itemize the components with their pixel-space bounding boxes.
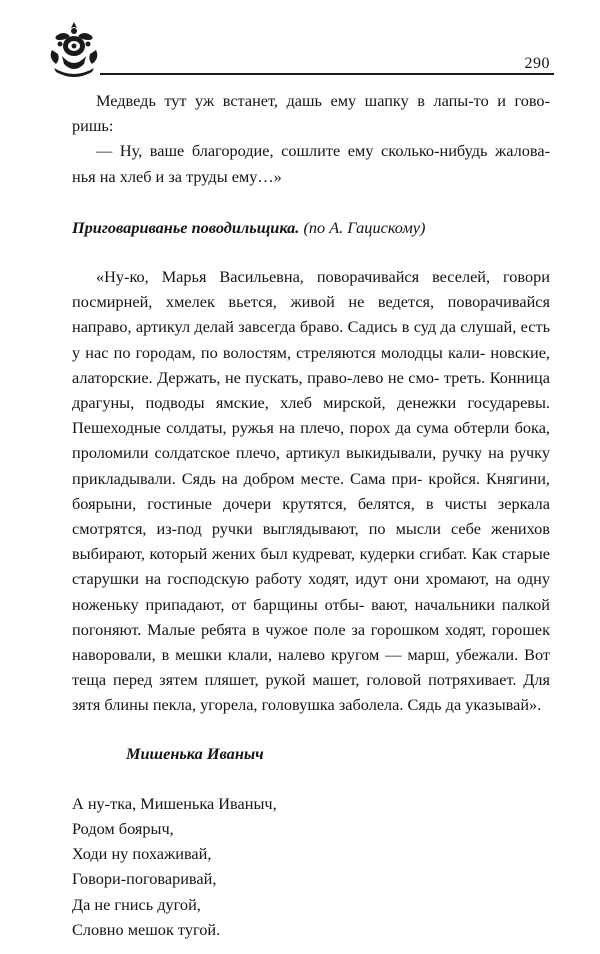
verse-line: Да не гнись дугой, (72, 894, 201, 914)
header-rule (100, 73, 554, 75)
text-line: Медведь тут уж встанет, дашь ему шапку в лапы-то и гово- (96, 91, 550, 110)
text-line: направо, артикул делай завсегда браво. Садись в суд да слушай, (72, 317, 517, 337)
text-line: треть. Конница драгуны, подводы ямские, хлеб мирской, денежки (72, 367, 550, 413)
text-line: обтерли бока, проломили солдатское плечо, артикул выкидывали, (72, 418, 550, 463)
main-paragraph (72, 264, 550, 718)
text-line: машет, головой потряхивает. Для зятя блины пекла, угорела, (72, 670, 550, 715)
text-line: кругом — марш, убежали. Вот теща перед зятем пляшет, рукой (72, 645, 550, 690)
verse-line: Словно мешок тугой. (72, 919, 221, 939)
text-line: есть у нас по городам, по волостям, стреляются молодцы кали- (72, 317, 550, 362)
text-line: кройся. Княгини, боярыни, гостиные дочери крутятся, белятся, в (72, 468, 550, 513)
verse-line: А ну-тка, Мишенька Иваныч, (72, 793, 277, 813)
text-line: ручку на ручку прикладывали. Сядь на добром месте. Сама при- (72, 443, 551, 488)
page-number: 290 (524, 55, 550, 72)
paragraph-2 (72, 138, 550, 188)
text-line: себе женихов выбирают, который жених был кудреват, кудерки (72, 519, 550, 564)
text-line: нья на хлеб и за труды ему…» (72, 166, 282, 186)
text-line: «Ну-ко, Марья Васильевна, поворачивайся веселей, говори (96, 267, 550, 287)
verse (72, 791, 550, 942)
verse-line: Родом боярыч, (72, 819, 174, 839)
verse-line: Ходи ну похаживай, (72, 844, 212, 864)
text-line: сгибат. Как старые старушки на господскую работу ходят, идут (72, 544, 550, 589)
text-line: они хромают, на одну ноженьку припадают, от барщины отбы- (72, 569, 550, 614)
text-line: новские, алаторские. Держать, не пускать, право-лево не смо- (72, 342, 550, 387)
text-line: — Ну, ваше благородие, сошлите ему сколько-нибудь жалова- (96, 141, 550, 161)
verse-line: Говори-поговаривай, (72, 869, 217, 889)
page-header (40, 18, 554, 84)
text-line: вают, начальники палкой погоняют. Малые ребята в чужое поле (72, 594, 551, 639)
text-line: ришь: (72, 116, 114, 136)
text-line: головушка заболела. Сядь да указывай». (261, 695, 542, 715)
section-title-1 (72, 215, 550, 240)
section-title-bold: Приговариванье поводильщика. (72, 217, 300, 237)
page-body (72, 88, 550, 942)
ornament-icon (46, 20, 102, 80)
text-line: чисты зеркала смотрятся, из-под ручки выглядывают, по мысли (72, 493, 550, 539)
text-line: за горошком ходят, горошек наворовали, в мешки клали, налево (72, 619, 550, 665)
text-line: государевы. Пешеходные солдаты, ружья на плечо, порох да сума (72, 393, 551, 438)
section-title-source: (по А. Гацискому) (303, 217, 426, 237)
text-line: посмирней, хмелек вьется, живой не ведется, поворачивайся (72, 292, 550, 312)
section-title-2: Мишенька Иваныч (126, 743, 264, 763)
paragraph-1 (72, 88, 550, 138)
